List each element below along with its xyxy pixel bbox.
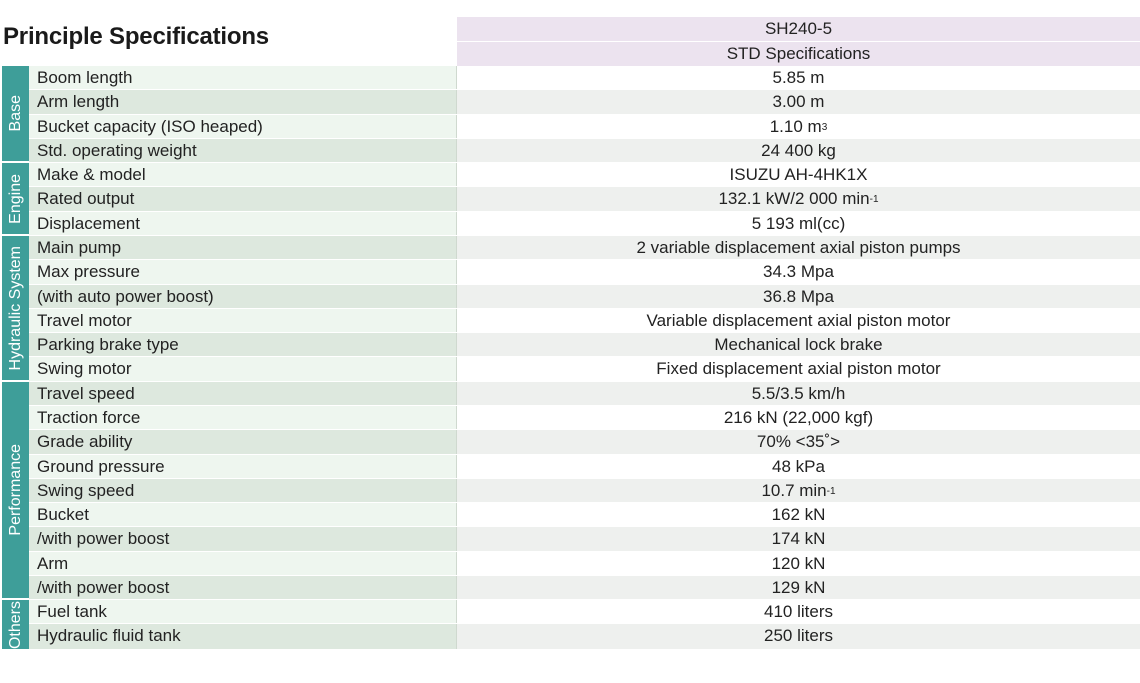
row-value-text: Mechanical lock brake [714, 335, 883, 355]
row-value [457, 90, 1140, 113]
row-label: Main pump [29, 236, 457, 259]
row-value [457, 600, 1140, 623]
row-value [457, 285, 1140, 308]
row-value-text: 3.00 m [772, 92, 825, 112]
row-label: Max pressure [29, 260, 457, 283]
row-value-text: 5.5/3.5 km/h [751, 383, 846, 403]
row-label: Swing speed [29, 479, 457, 502]
row-value [457, 260, 1140, 283]
table-row [29, 624, 1140, 648]
row-value [457, 527, 1140, 550]
row-label: Fuel tank [29, 600, 457, 623]
table-row [29, 187, 1140, 211]
row-value [457, 552, 1140, 575]
row-value-text: Fixed displacement axial piston motor [656, 359, 941, 379]
row-value-text: 120 kN [771, 553, 826, 573]
row-label: Ground pressure [29, 455, 457, 478]
row-label: Parking brake type [29, 333, 457, 356]
table-row [29, 309, 1140, 333]
row-value-text: 250 liters [764, 626, 833, 646]
row-value [457, 187, 1140, 210]
spec-header: STD Specifications [457, 42, 1140, 66]
table-row [29, 430, 1140, 454]
row-value-text: 10.7 min [761, 480, 827, 500]
table-row [29, 163, 1140, 187]
row-value-text: 132.1 kW/2 000 min [718, 189, 870, 209]
row-label: Grade ability [29, 430, 457, 453]
table-row [29, 382, 1140, 406]
table-row [29, 260, 1140, 284]
spec-table [2, 66, 1140, 649]
group-performance [2, 382, 29, 601]
row-value [457, 66, 1140, 89]
group-label: Engine [6, 173, 24, 224]
row-label: Boom length [29, 66, 457, 89]
row-value [457, 455, 1140, 478]
row-value-text: 174 kN [771, 529, 826, 549]
row-value-text: 2 variable displacement axial piston pumps [636, 237, 961, 257]
row-value-superscript: 3 [821, 121, 828, 133]
row-value-superscript: -1 [869, 194, 879, 206]
table-row [29, 406, 1140, 430]
row-value [457, 357, 1140, 380]
group-label: Hydraulic System [6, 245, 24, 371]
table-row [29, 503, 1140, 527]
row-value [457, 212, 1140, 235]
table-row [29, 527, 1140, 551]
table-row [29, 357, 1140, 381]
group-label: Performance [6, 444, 24, 536]
group-column [2, 66, 29, 649]
row-label: Displacement [29, 212, 457, 235]
table-row [29, 115, 1140, 139]
rows-column [29, 66, 1140, 649]
row-label: Std. operating weight [29, 139, 457, 162]
group-label: Others [6, 600, 24, 649]
row-label: Swing motor [29, 357, 457, 380]
table-row [29, 90, 1140, 114]
page-title: Principle Specifications [3, 23, 269, 50]
row-label: /with power boost [29, 527, 457, 550]
row-value-text: 24 400 kg [761, 140, 836, 160]
row-label: Bucket capacity (ISO heaped) [29, 115, 457, 138]
row-value [457, 115, 1140, 138]
row-value-text: 36.8 Mpa [763, 286, 834, 306]
table-row [29, 139, 1140, 163]
row-label: Bucket [29, 503, 457, 526]
row-value-text: 34.3 Mpa [763, 262, 834, 282]
row-value [457, 382, 1140, 405]
table-row [29, 600, 1140, 624]
table-row [29, 576, 1140, 600]
row-value [457, 333, 1140, 356]
row-value [457, 503, 1140, 526]
row-label: Make & model [29, 163, 457, 186]
row-value-text: 216 kN (22,000 kgf) [723, 407, 874, 427]
row-value [457, 139, 1140, 162]
row-value-text: 70% <35˚> [756, 432, 841, 452]
row-value-text: 129 kN [771, 577, 826, 597]
row-value [457, 236, 1140, 259]
row-label: Traction force [29, 406, 457, 429]
group-others [2, 600, 29, 649]
table-row [29, 66, 1140, 90]
group-engine [2, 163, 29, 236]
model-header: SH240-5 [457, 17, 1140, 41]
row-label: Rated output [29, 187, 457, 210]
row-value-text: 1.10 m [769, 116, 822, 136]
group-label: Base [6, 95, 24, 132]
row-value [457, 309, 1140, 332]
row-value-text: 410 liters [764, 602, 833, 622]
row-value [457, 479, 1140, 502]
row-label: Arm [29, 552, 457, 575]
group-base [2, 66, 29, 163]
row-label: Travel speed [29, 382, 457, 405]
row-label: Hydraulic fluid tank [29, 624, 457, 648]
table-row [29, 552, 1140, 576]
table-row [29, 236, 1140, 260]
table-row [29, 285, 1140, 309]
row-value-text: 5 193 ml(cc) [751, 213, 846, 233]
row-label: /with power boost [29, 576, 457, 599]
table-row [29, 333, 1140, 357]
row-value-text: 48 kPa [772, 456, 825, 476]
row-label: Arm length [29, 90, 457, 113]
row-value [457, 576, 1140, 599]
row-value-text: 5.85 m [772, 68, 825, 87]
row-value [457, 163, 1140, 186]
row-value [457, 430, 1140, 453]
row-value-text: Variable displacement axial piston motor [646, 310, 951, 330]
row-value [457, 624, 1140, 648]
group-hydraulic-system [2, 236, 29, 382]
row-label: (with auto power boost) [29, 285, 457, 308]
row-value-superscript: -1 [826, 485, 836, 497]
table-row [29, 455, 1140, 479]
table-row [29, 479, 1140, 503]
row-label: Travel motor [29, 309, 457, 332]
table-row [29, 212, 1140, 236]
row-value-text: ISUZU AH-4HK1X [729, 165, 868, 185]
row-value-text: 162 kN [771, 505, 826, 525]
row-value [457, 406, 1140, 429]
